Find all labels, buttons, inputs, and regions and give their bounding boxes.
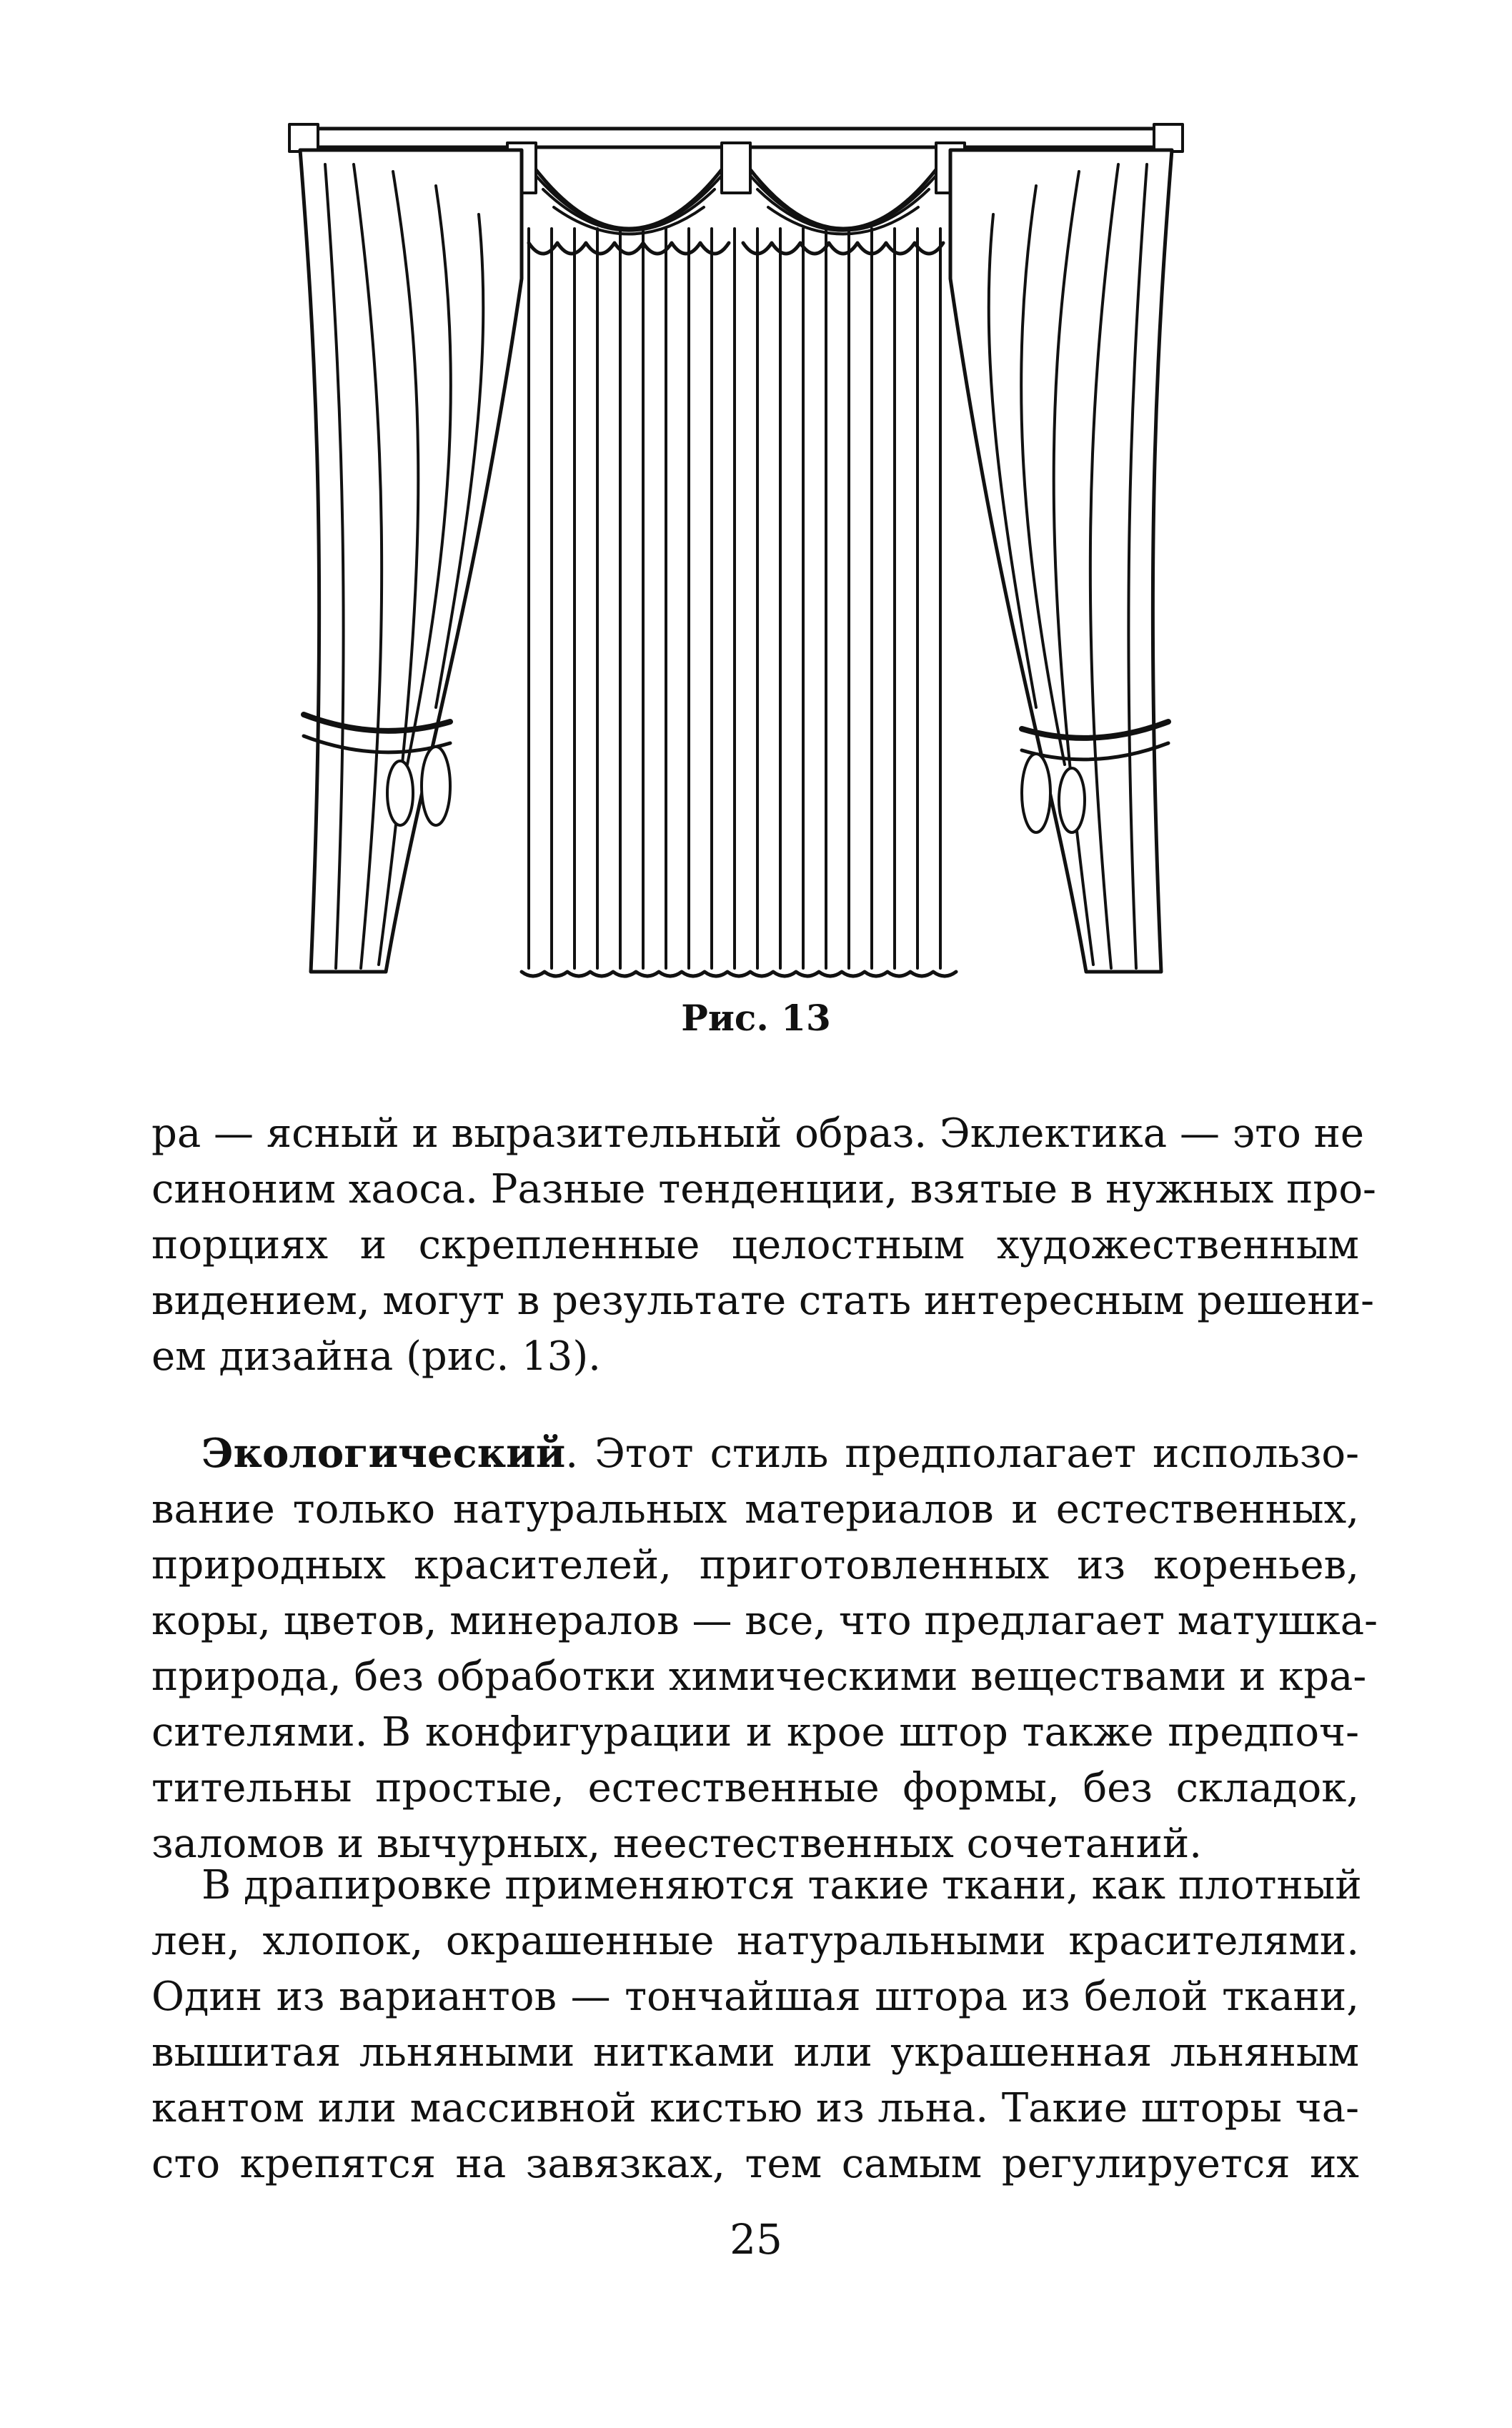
text-line: лен, хлопок, окрашенные натуральными красителями. xyxy=(151,1918,1359,1964)
text-line: кантом или массивной кистью из льна. Такие шторы ча- xyxy=(151,2085,1359,2131)
text-line: Один из вариантов — тончайшая штора из белой ткани, xyxy=(151,1974,1359,2020)
text-line xyxy=(151,1426,1359,1482)
text-line: В драпировке применяются такие ткани, как плотный xyxy=(202,1862,1362,1909)
paragraph-1 xyxy=(151,1106,1376,1385)
text-line: видением, могут в результате стать интересным решени- xyxy=(151,1278,1375,1324)
curtain-illustration-icon xyxy=(286,121,1186,979)
text-fragment: . Этот стиль предполагает использо- xyxy=(565,1431,1359,1477)
text-line: сто крепятся на завязках, тем самым регулируется их xyxy=(151,2141,1359,2187)
text-line: вышитая льняными нитками или украшенная льняным xyxy=(151,2029,1359,2076)
text-line: синоним хаоса. Разные тенденции, взятые в нужных про- xyxy=(151,1166,1376,1213)
text-line: ра — ясный и выразительный образ. Эклектика — это не xyxy=(151,1110,1365,1157)
text-line: заломов и вычурных, неестественных сочетаний. xyxy=(151,1821,1203,1867)
text-line: коры, цветов, минералов — все, что предлагает матушка- xyxy=(151,1598,1378,1644)
page-number: 25 xyxy=(730,2215,782,2264)
text-line: ем дизайна (рис. 13). xyxy=(151,1333,601,1380)
text-line: сителями. В конфигурации и крое штор также предпоч- xyxy=(151,1709,1359,1756)
text-line: тительны простые, естественные формы, без складок, xyxy=(151,1765,1359,1811)
paragraph-3 xyxy=(151,1858,1362,2192)
text-line: природа, без обработки химическими веществами и кра- xyxy=(151,1653,1367,1700)
text-line: природных красителей, приготовленных из кореньев, xyxy=(151,1542,1359,1588)
paragraph-2 xyxy=(151,1426,1378,1872)
text-line: вание только натуральных материалов и естественных, xyxy=(151,1486,1359,1533)
text-line: порциях и скрепленные целостным художественным xyxy=(151,1222,1359,1268)
style-term: Экологический xyxy=(202,1430,566,1477)
figure-caption: Рис. 13 xyxy=(681,997,831,1039)
